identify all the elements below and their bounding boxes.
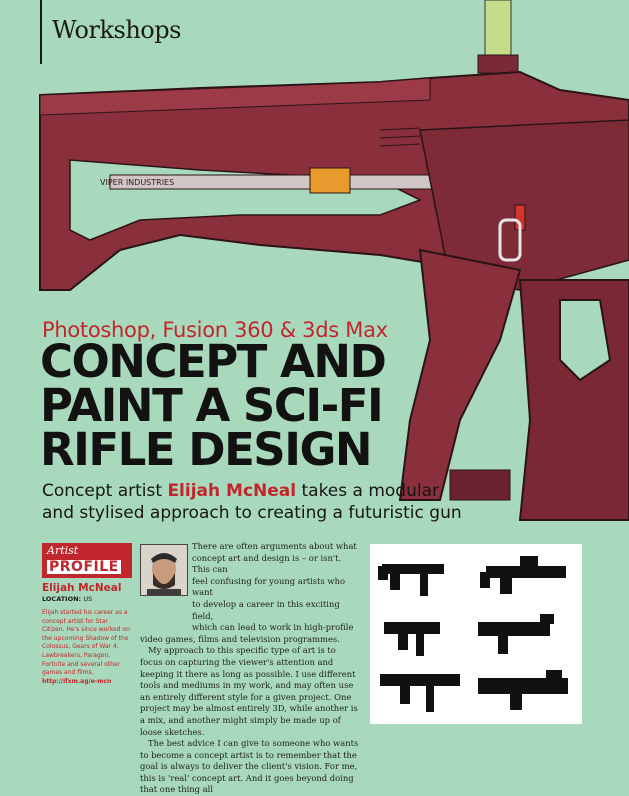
- standfirst-line-2: and stylised approach to creating a futuristic gun: [42, 503, 462, 523]
- body-paragraph-1-end: video games, films and television programmes.: [140, 633, 340, 644]
- article-headline: [40, 335, 386, 476]
- article-body: [140, 541, 360, 796]
- silhouette-4: [478, 614, 554, 654]
- silhouette-2: [480, 556, 566, 594]
- header-bar: [0, 0, 629, 62]
- profile-bio-text: Elijah started his career as a concept artist for Star Citizen. He's since worked on the upcoming Shadow of the Colossus, Gears of War 4, Lawbreakers, Paragon, Fortnite and several other games and films.: [42, 609, 130, 677]
- headline-line-2: PAINT A SCI-FI: [40, 379, 383, 432]
- header-rule: [40, 0, 42, 64]
- gun-silhouettes-panel: [370, 544, 582, 724]
- body-line-2: concept art and design is – or isn't. This can: [192, 552, 342, 575]
- profile-url[interactable]: http://ifxm.ag/e-mcn: [42, 677, 112, 685]
- body-line-3: feel confusing for young artists who want: [192, 575, 346, 598]
- rifle-mechanism: [310, 168, 350, 193]
- article-standfirst: [42, 480, 602, 524]
- engraving-text: VIPER INDUSTRIES: [100, 178, 175, 187]
- profile-bio: [42, 609, 132, 686]
- rifle-grip: [400, 250, 520, 500]
- location-label: LOCATION:: [42, 595, 82, 603]
- profile-badge: [42, 543, 132, 578]
- body-line-1: There are often arguments about what: [192, 541, 357, 551]
- headline-line-1: CONCEPT AND: [40, 335, 386, 388]
- silhouette-5: [380, 674, 460, 712]
- gun-silhouettes: [370, 544, 582, 724]
- standfirst-post: takes a modular: [296, 481, 440, 501]
- profile-label: PROFILE: [49, 559, 119, 575]
- standfirst-pre: Concept artist: [42, 481, 168, 501]
- location-value: US: [83, 595, 93, 603]
- artist-profile: [42, 543, 134, 713]
- standfirst-author: Elijah McNeal: [167, 481, 297, 501]
- body-line-4: to develop a career in this exciting field,: [192, 598, 340, 621]
- body-line-5: which can lead to work in high-profile: [192, 622, 354, 633]
- section-title: Workshops: [52, 16, 181, 44]
- silhouette-3: [384, 622, 440, 656]
- body-paragraph-2: My approach to this specific type of art is to focus on capturing the viewer's attention and keeping it there as long as possible. I use different tools and mediums in my work, and may often use an entirely different style for a given project. One project may be almost entirely 3D, while another is a mix, and another might simply be made up of loose sketches.: [140, 645, 358, 737]
- profile-location: [42, 595, 134, 603]
- body-paragraph-3: The best advice I can give to someone who wants to become a concept artist is to remember that the goal is always to deliver the client's vision. For me, this is 'real' concept art. And it goes beyond doing that one thing all: [140, 738, 359, 795]
- profile-artist-label: Artist: [47, 544, 79, 557]
- article-kicker: Photoshop, Fusion 360 & 3ds Max: [42, 318, 388, 342]
- silhouette-6: [478, 670, 568, 710]
- silhouette-1: [378, 564, 444, 596]
- headline-line-3: RIFLE DESIGN: [40, 423, 372, 476]
- profile-name: Elijah McNeal: [42, 582, 122, 594]
